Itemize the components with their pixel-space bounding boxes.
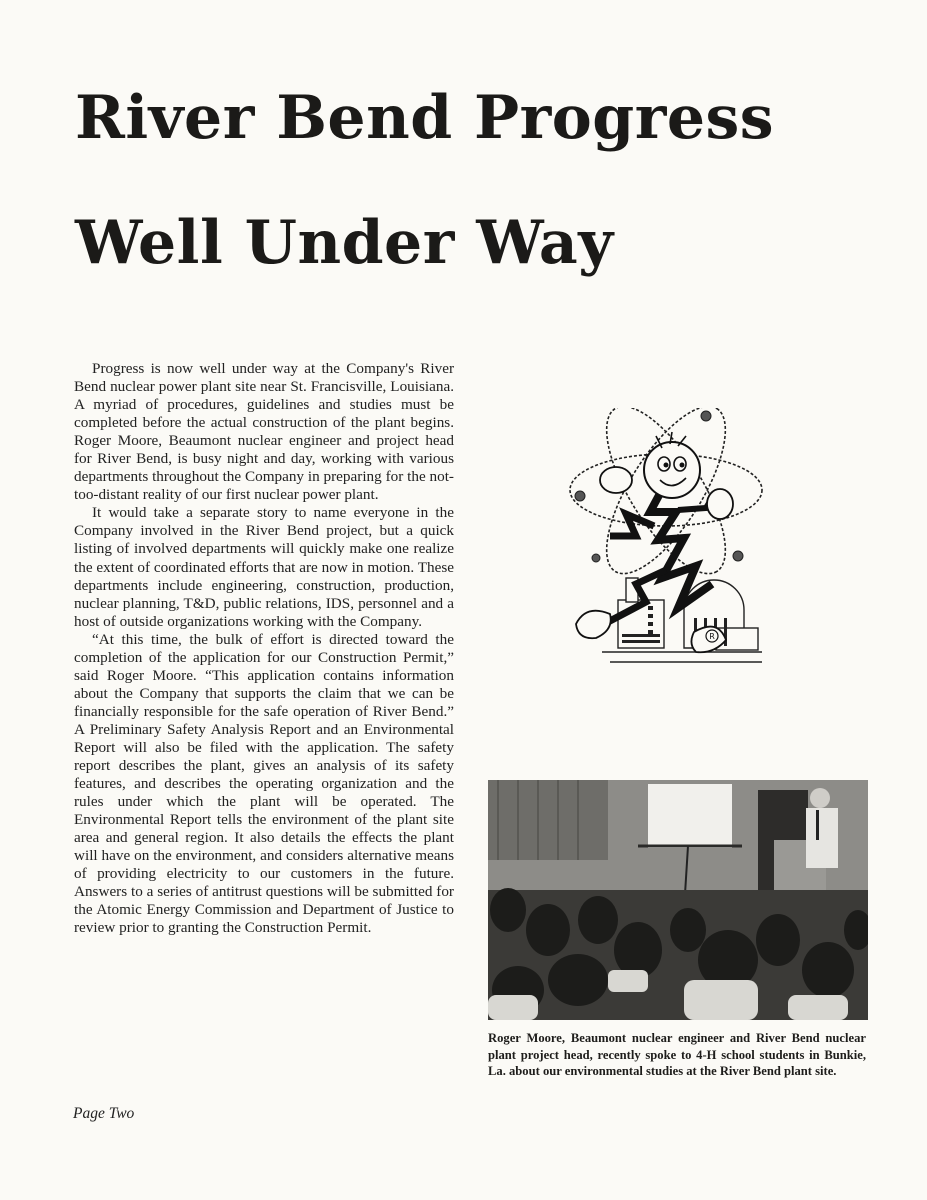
headline-line-2: Well Under Way: [75, 208, 614, 278]
atom-mascot-illustration: [566, 408, 766, 670]
headline-line-1: River Bend Progress: [75, 83, 775, 153]
page-number: Page Two: [73, 1105, 135, 1122]
article-paragraph-3: “At this time, the bulk of effort is directed toward the completion of the application for our Construction Permit,” said Roger Moore. “This application contains information about the Company that supports the claim that we can be financially responsible for the safe operation of River Bend.” A Preliminary Safety Analysis Report and an Environmental Report will also be filed with the application. The safety report describes the plant, gives an analysis of its safety features, and describes the operating organization and the rules under which the plant will be operated. The Environmental Report tells the environment of the plant site area and general region. It also details the effects the plant will have on the environment, and considers alternative means of providing electricity to our customers in the future. Answers to a series of antitrust questions will be submitted for the Atomic Energy Commission and Department of Justice to review prior to granting the Construction Permit.: [74, 630, 454, 937]
presentation-photo: [488, 780, 868, 1020]
article-body: [74, 360, 454, 938]
article-paragraph-1: Progress is now well under way at the Company's River Bend nuclear power plant site near St. Francisville, Louisiana. A myriad of procedures, guidelines and studies must be completed before the actual construction of the plant begins. Roger Moore, Beaumont nuclear engineer and project head for River Bend, is busy night and day, working with various departments throughout the Company in preparing for the not-too-distant reality of our first nuclear power plant.: [74, 360, 454, 504]
article-paragraph-2: It would take a separate story to name everyone in the Company involved in the River Bend project, but a quick listing of involved departments will quickly make one realize the extent of coordinated efforts that are now in motion. These departments include engineering, construction, production, nuclear planning, T&D, public relations, IDS, personnel and a host of outside organizations working with the Company.: [74, 504, 454, 630]
mascot-badge-letter: R: [709, 632, 715, 641]
photo-caption: Roger Moore, Beaumont nuclear engineer and River Bend nuclear plant project head, recently spoke to 4-H school students in Bunkie, La. about our environmental studies at the River Bend plant site.: [488, 1031, 866, 1078]
